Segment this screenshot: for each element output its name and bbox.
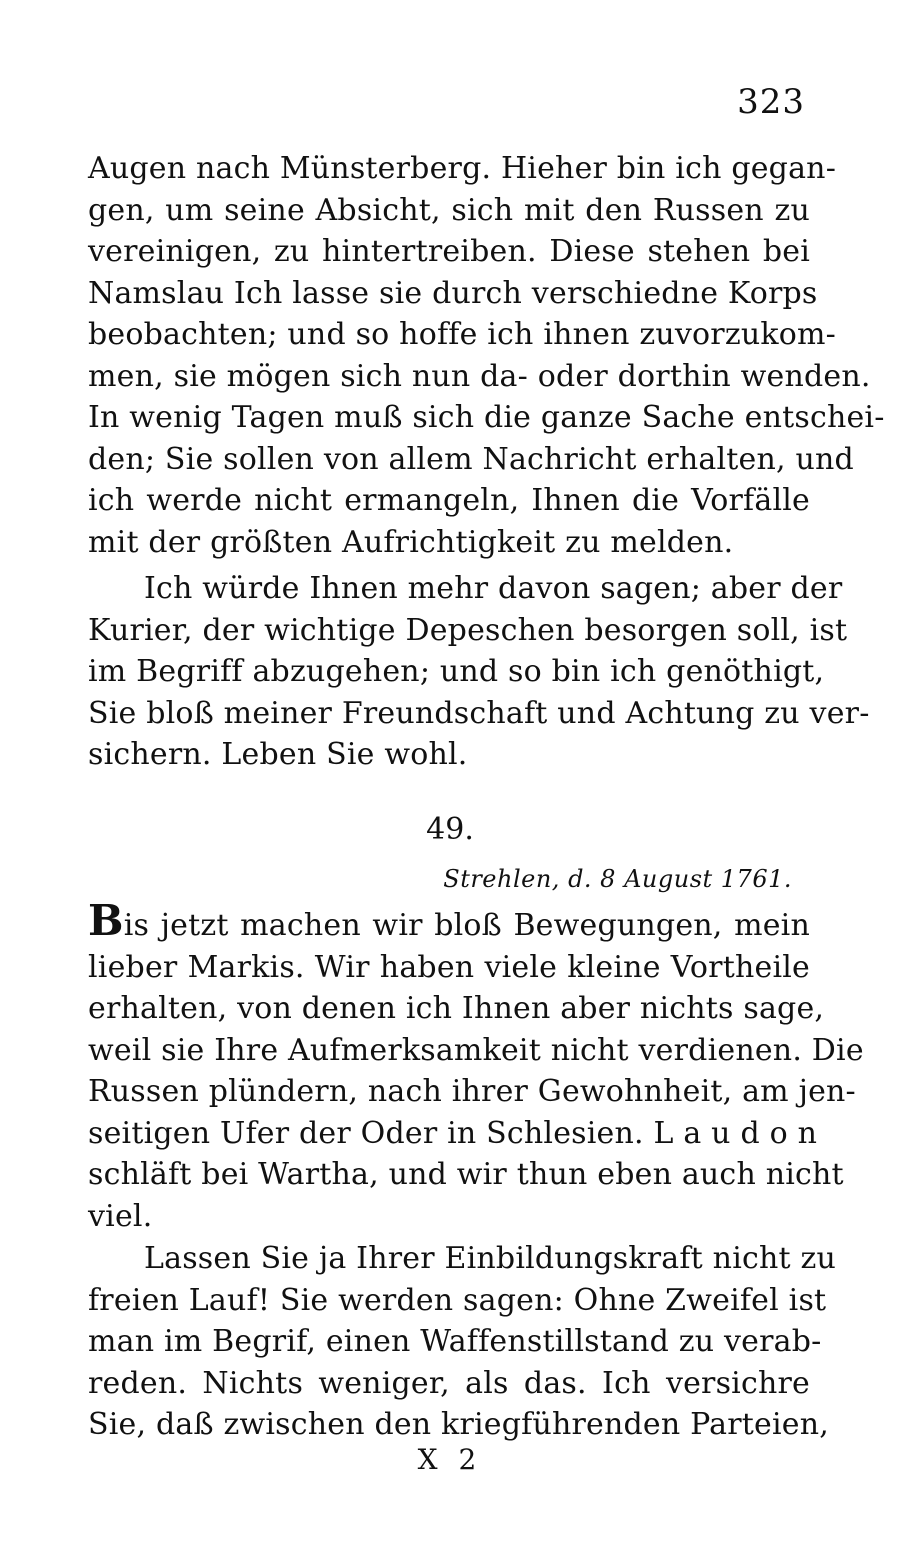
text-line: reden. Nichts weniger, als das. Ich versichre — [88, 1365, 810, 1401]
paragraph-continuation — [88, 148, 885, 563]
text-line: viel. — [88, 1198, 153, 1234]
text-line: man im Begrif, einen Waffenstillstand zu verab- — [88, 1324, 822, 1359]
text-line: Augen nach Münsterberg. Hieher bin ich gegan- — [88, 151, 837, 186]
text-line: Ich würde Ihnen mehr davon sagen; aber der — [144, 571, 843, 606]
text-line: men, sie mögen sich nun da- oder dorthin wenden. — [88, 358, 871, 394]
text-line: gen, um seine Absicht, sich mit den Russen zu — [88, 192, 810, 228]
text-line: Sie bloß meiner Freundschaft und Achtung zu ver- — [88, 695, 870, 731]
paragraph-closing — [88, 568, 870, 776]
drop-cap: B — [88, 896, 124, 945]
text-line: den; Sie sollen von allem Nachricht erhalten, und — [88, 441, 854, 477]
text-line: Kurier, der wichtige Depeschen besorgen soll, ist — [88, 612, 848, 648]
text-line: weil sie Ihre Aufmerksamkeit nicht verdienen. Die — [88, 1032, 864, 1068]
text-line: im Begriff abzugehen; und so bin ich genöthigt, — [88, 654, 825, 689]
text-line: beobachten; und so hoffe ich ihnen zuvorzukom- — [88, 317, 836, 352]
text-line: sichern. Leben Sie wohl. — [88, 737, 468, 772]
text-line: vereinigen, zu hintertreiben. Diese stehen bei — [88, 234, 810, 269]
letter-paragraph-two — [88, 1238, 837, 1446]
text-line: lieber Markis. Wir haben viele kleine Vortheile — [88, 949, 810, 985]
text-line: freien Lauf! Sie werden sagen: Ohne Zweifel ist — [88, 1282, 827, 1318]
text-line: schläft bei Wartha, und wir thun eben auch nicht — [88, 1157, 844, 1192]
letter-number: 49. — [426, 812, 474, 847]
text-line-first — [88, 896, 810, 947]
signature-mark: X 2 — [417, 1443, 483, 1476]
text-line: Sie, daß zwischen den kriegführenden Parteien, — [88, 1407, 829, 1442]
letter-paragraph-one — [88, 896, 864, 1237]
text-line: seitigen Ufer der Oder in Schlesien. L a u d o n — [88, 1115, 818, 1151]
letter-dateline: Strehlen, d. 8 August 1761. — [443, 865, 792, 893]
text-line: Namslau Ich lasse sie durch verschiedne Korps — [88, 275, 818, 311]
text-line: erhalten, von denen ich Ihnen aber nichts sage, — [88, 991, 825, 1026]
text-line: Lassen Sie ja Ihrer Einbildungskraft nicht zu — [144, 1241, 837, 1276]
text-line: mit der größten Aufrichtigkeit zu melden. — [88, 524, 734, 560]
first-line-text: is jetzt machen wir bloß Bewegungen, mein — [123, 908, 810, 943]
page-number: 323 — [737, 82, 805, 122]
text-line: ich werde nicht ermangeln, Ihnen die Vorfälle — [88, 483, 810, 518]
text-line: In wenig Tagen muß sich die ganze Sache entschei- — [88, 400, 885, 435]
text-line: Russen plündern, nach ihrer Gewohnheit, am jen- — [88, 1074, 856, 1109]
